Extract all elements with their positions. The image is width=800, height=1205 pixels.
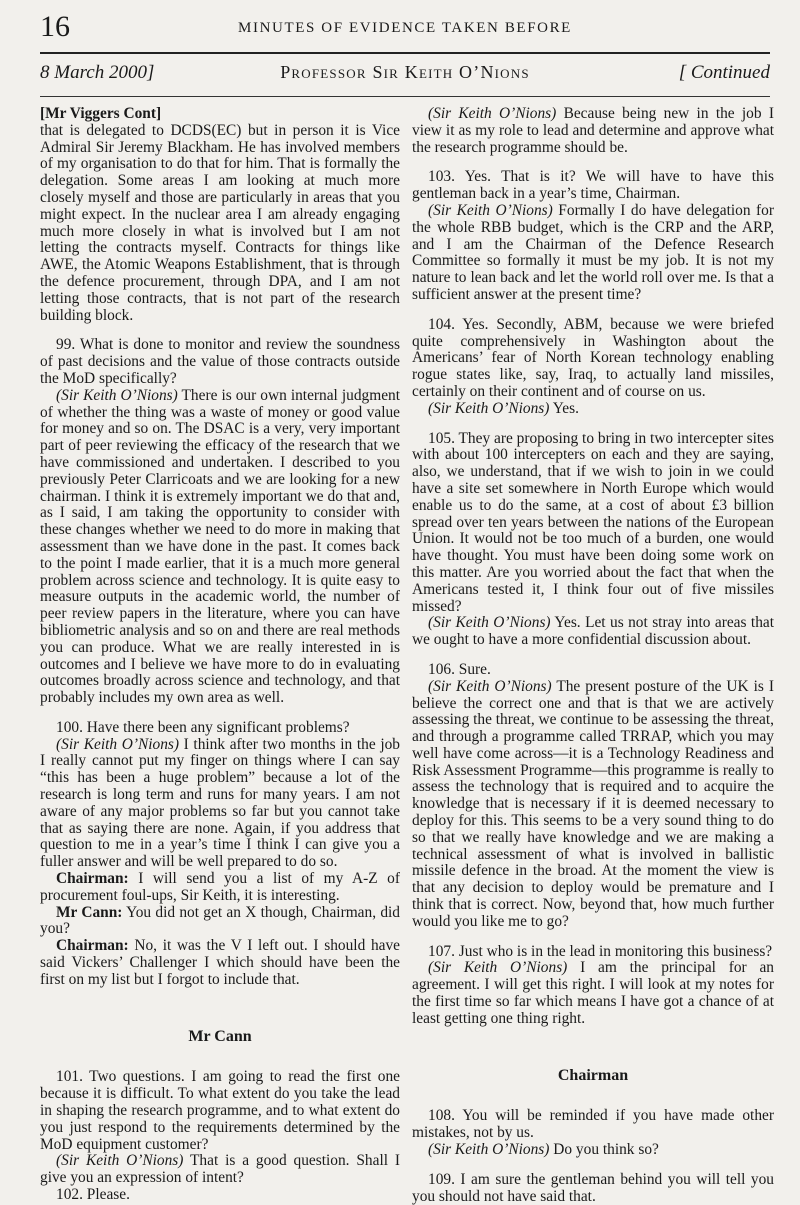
answer-text: Yes. (549, 399, 579, 417)
answer-text: There is our own internal judgment of whether the thing was a waste of money or good value for money and so on. The DSAC is a very, very important part of peer reviewing the efficacy of the research that we have commissioned and undertaken. I described to you previously Peter Clarricoats and we are looking for a new chairman. I think it is extremely important we do that and, as I said, I am taking the opportunity to consider with these changes whether we need to do more in making that assessment than we have done in the past. It comes back to the point I made earlier, that it is a much more general problem across science and technology. It is quite easy to measure outputs in the academic world, the number of peer review papers in the literature, where you can have bibliometric analysis and so on and there are real methods you can produce. What we are really interested in is outcomes and I believe we have more to do in evaluating outcomes broadly across science and technology, and that probably includes my own area as well. (40, 386, 400, 707)
answer-text: Formally I do have delegation for the whole RBB budget, which is the CRP and the ARP, and I am the Chairman of the Defence Research Committee so formally it must be my job. It is not my nature to lean back and let the world roll over me. Is that a sufficient answer at the present time? (412, 201, 774, 303)
speaker-label: (Sir Keith O’Nions) (428, 677, 552, 695)
question-101: 101. Two questions. I am going to read the first one because it is difficult. To what extent do you take the lead in shaping the research programme, and to what extent do you just respond to the requirements determined by the MoD equipment customer? (40, 1068, 400, 1153)
right-column (412, 106, 774, 1205)
section-heading-mr-cann: Mr Cann (188, 1027, 252, 1045)
answer-103 (412, 203, 774, 304)
answer-text: Do you think so? (549, 1141, 659, 1159)
chairman-remark (40, 938, 400, 988)
speaker-label: (Sir Keith O’Nions) (428, 105, 557, 122)
answer-text: That is a good question. Shall I give you an expression of intent? (40, 1152, 400, 1187)
question-102: 102. Please. (56, 1186, 130, 1204)
speaker-continuation (40, 106, 400, 123)
answer-text: The present posture of the UK is I believe the correct one and that is that we are actively assessing the threat, we continue to be assessing the threat, and through a programme called TRRAP, which you may well have come across—it is a Technology Readiness and Risk Assessment Programme—this programme is really to assess the technology that is required and to acquire the knowledge that is necessary if it is deemed necessary to deploy for this. This seems to be a very sound thing to do so that we really have knowledge and we are making a technical assessment of what is involved in ballistic missile defence in the broad. At the moment the view is that any decision to deploy would be premature and I think that is correct. Now, beyond that, how much further would you like me to go? (412, 677, 775, 930)
cann-remark (40, 905, 400, 939)
question-99: 99. What is done to monitor and review the soundness of past decisions and the value of those contracts outside the MoD specifically? (40, 336, 400, 387)
question-104: 104. Yes. Secondly, ABM, because we were briefed quite comprehensively in Washington about the Americans’ fear of North Korean technology enabling rogue states like, say, Iraq, to actually land missiles, certainly on their continent and of course on us. (412, 315, 774, 400)
speaker-label: Mr Cann: (56, 903, 123, 921)
speaker-label: (Sir Keith O’Nions) (428, 201, 553, 219)
speaker-label: (Sir Keith O’Nions) (428, 399, 550, 417)
answer-102 (412, 106, 774, 156)
question-107: 107. Just who is in the lead in monitoring this business? (428, 942, 773, 960)
speaker-label: (Sir Keith O’Nions) (428, 1141, 550, 1159)
question-109: 109. I am sure the gentleman behind you will tell you you should not have said that. (412, 1170, 774, 1205)
answer-104 (412, 401, 774, 418)
remark-text: I will send you a list of my A-Z of procurement foul-ups, Sir Keith, it is interesting. (40, 870, 400, 904)
paragraph: that is delegated to DCDS(EC) but in person it is Vice Admiral Sir Jeremy Blackham. He has involved members of my organisation to do that for him. That is formally the delegation. Some areas I am looking at much more closely myself and those are particularly in areas that you might expect. In the nuclear area I am already engaging much more closely in what is involved but I am not letting the contracts myself. Contracts for things like AWE, the Atomic Weapons Establishment, that is through the defence procurement, through DPA, and I am not letting those contracts, that is not part of the research building block. (40, 121, 400, 324)
question-103: 103. Yes. That is it? We will have to have this gentleman back in a year’s time, Chairman. (412, 168, 774, 203)
remark-text: You did not get an X though, Chairman, did you? (40, 903, 400, 938)
answer-106 (412, 679, 774, 931)
chairman-remark (40, 871, 400, 905)
question-100: 100. Have there been any significant problems? (56, 718, 350, 736)
speaker-label: (Sir Keith O’Nions) (56, 735, 180, 753)
answer-text: I am the principal for an agreement. I will get this right. I will look at my notes for the first time so far which means I have got a chance of at least getting one thing right. (412, 959, 774, 1027)
speaker-label: [Mr Viggers Cont] (40, 105, 162, 122)
answer-105 (412, 615, 774, 649)
question-108: 108. You will be reminded if you have made other mistakes, not by us. (412, 1107, 774, 1142)
session-continued: [ Continued (678, 62, 770, 83)
page-number: 16 (40, 10, 70, 43)
session-date: 8 March 2000] (40, 62, 155, 83)
speaker-label: (Sir Keith O’Nions) (56, 386, 178, 404)
left-column (40, 106, 400, 1204)
speaker-label: Chairman: (56, 870, 129, 888)
answer-text: Because being new in the job I view it as my role to lead and determine and approve what the research programme should be. (412, 105, 774, 156)
session-witness: Professor Sir Keith O’Nions (280, 62, 530, 82)
speaker-label: (Sir Keith O’Nions) (428, 959, 568, 977)
answer-108 (412, 1142, 774, 1159)
speaker-label: Chairman: (56, 937, 129, 955)
session-line (40, 60, 770, 97)
section-heading-chairman: Chairman (557, 1066, 629, 1084)
answer-100 (40, 737, 400, 871)
answer-99 (40, 388, 400, 707)
answer-101 (40, 1153, 400, 1187)
question-105: 105. They are proposing to bring in two intercepter sites with about 100 intercepters on each and they are saying, also, we understand, that if we wish to join in we could have a site set somewhere in North Europe which would enable us to do the same, at a cost of about £3 billion spread over ten years between the nations of the European Union. It would not be too much of a burden, one would have thought. You must have been doing some work on this matter. Are you worried about the fact that when the Americans tested it, I think four out of five missiles missed? (412, 429, 774, 615)
answer-text: I think after two months in the job I really cannot put my finger on things where I can say “this has been a huge problem” because a lot of the research is long term and runs for many years. I am not aware of any major problems so far but you cannot take that as saying there are none. Again, if you address that question to me in a year’s time I think I can give you a fuller answer and will be well prepared to do so. (40, 735, 400, 871)
answer-text: Yes. Let us not stray into areas that we ought to have a more confidential discussion about. (412, 614, 774, 649)
question-106: 106. Sure. (428, 660, 491, 678)
speaker-label: (Sir Keith O’Nions) (56, 1152, 184, 1170)
remark-text: No, it was the V I left out. I should have said Vickers’ Challenger I which should have been the first on my list but I forgot to include that. (40, 937, 400, 988)
page-header (40, 6, 770, 54)
running-head: MINUTES OF EVIDENCE TAKEN BEFORE (238, 20, 572, 36)
speaker-label: (Sir Keith O’Nions) (428, 614, 551, 632)
answer-107 (412, 960, 774, 1027)
